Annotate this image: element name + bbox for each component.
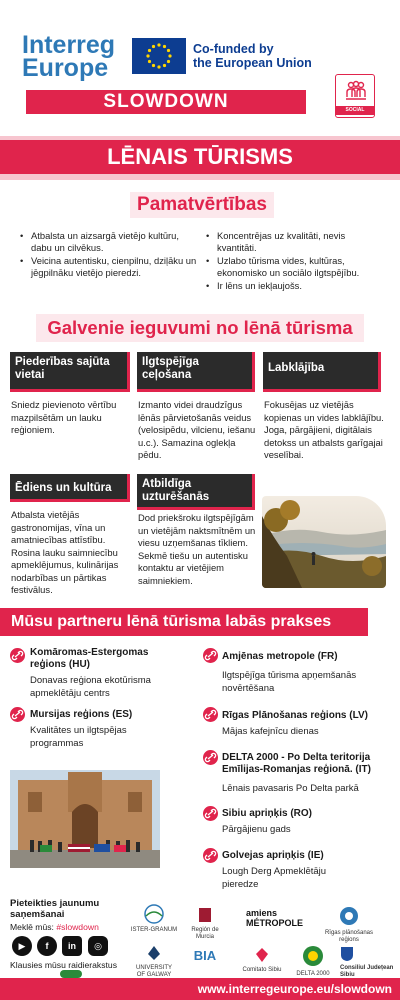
podcast-text[interactable]: Klausies mūsu raidierakstus xyxy=(10,960,117,970)
practice-region-lv: Rīgas Plānošanas reģions (LV) xyxy=(222,710,368,721)
church-group-photo xyxy=(10,770,160,868)
practice-region-es: Mursijas reģions (ES) xyxy=(30,709,133,720)
instagram-icon[interactable]: ◎ xyxy=(88,936,108,956)
search-label: Meklē mūs: xyxy=(10,922,54,932)
logo-riga-planning xyxy=(318,905,380,944)
practice-text-ie: Lough Derg Apmeklētāju pieredze xyxy=(222,866,327,890)
logo-comitato-sibiu xyxy=(236,946,288,974)
linkedin-icon[interactable]: in xyxy=(62,936,82,956)
hashtag[interactable]: #slowdown xyxy=(56,922,99,932)
benefit-text-belonging: Sniedz pievienoto vērtību mazpilsētām un lauku reģioniem. xyxy=(11,399,117,435)
list-item: • Koncentrējas uz kvalitāti, nevis kvantitāti. xyxy=(206,230,386,254)
cofunded-line1: Co-funded by xyxy=(193,42,274,56)
logo-galway-label: UNIVERSITY OF GALWAY xyxy=(135,965,172,978)
practice-text-ro: Pārgājienu gads xyxy=(222,824,291,835)
practice-text-it: Lēnais pavasaris Po Delta parkā xyxy=(222,783,359,794)
logo-riga-planning-label: Rīgas plānošanas reģions xyxy=(324,930,374,943)
benefit-title-belonging: Piederības sajūta vietai xyxy=(10,352,130,392)
list-item: • Veicina autentisku, cienpilnu, dziļāku un jēgpilnāku vietējo pieredzi. xyxy=(20,255,200,279)
benefit-text-food-culture: Atbalsta vietējās gastronomijas, vīna un amatniecības attīstību. Rosina lauku saimniecību apmeklējumus, kulinārijas nodarbības un pārtikas festivālus. xyxy=(11,509,119,595)
logo-ister-granum xyxy=(130,902,178,934)
website-url[interactable]: www.interregeurope.eu/slowdown xyxy=(0,978,400,1000)
logo-delta-2000-label: DELTA 2000 xyxy=(296,971,330,977)
social-label: SOCIAL xyxy=(336,106,374,115)
practices-heading: Mūsu partneru lēnā tūrisma labās prakses xyxy=(0,608,368,636)
logo-sibiu-county-label: Consiliul Județean Sibiu xyxy=(340,965,394,978)
podcast-play-icon[interactable] xyxy=(60,970,82,978)
benefit-title-sustainable-travel: Ilgtspējīga ceļošana xyxy=(137,352,255,392)
project-banner: SLOWDOWN xyxy=(26,90,306,114)
values-list-right xyxy=(206,230,386,293)
practice-region-it xyxy=(222,752,397,776)
search-us xyxy=(10,922,120,933)
practice-text-es: Kvalitātes un ilgtspējas programmas xyxy=(30,725,127,749)
people-icon xyxy=(344,79,368,103)
logo-ister-granum-label: ISTER-GRANUM xyxy=(130,927,178,933)
practice-region-it-line2 xyxy=(222,764,397,776)
link-icon xyxy=(203,848,218,863)
subscribe-line2: saņemšanai xyxy=(10,909,65,920)
logo-delta-2000 xyxy=(294,944,332,978)
landscape-photo xyxy=(262,496,386,588)
link-icon xyxy=(10,648,25,663)
logo-murcia-label: Región de Murcia xyxy=(191,927,219,940)
practice-region-it-suffix: (IT) xyxy=(355,764,371,775)
social-badge xyxy=(335,74,375,118)
practice-text-fr: Ilgtspējīga tūrisma apņemšanās novērtēšana xyxy=(222,670,357,694)
list-item: • Uzlabo tūrisma vides, kultūras, ekonomisko un sociālo ilgtspējību. xyxy=(206,255,386,279)
page-title: LĒNAIS TŪRISMS xyxy=(0,140,400,174)
practice-text-hu: Donavas reģiona ekotūrisma apmeklētāju centrs xyxy=(30,675,151,699)
interreg-logo-line2: Europe xyxy=(22,54,109,82)
practice-region-it-line1: DELTA 2000 - Po Delta teritorija xyxy=(222,752,371,763)
interreg-logo xyxy=(22,31,116,82)
logo-bia: BIA xyxy=(193,948,217,963)
subscribe-line1: Pieteikties jaunumu xyxy=(10,898,100,909)
benefit-text-responsible-stay: Dod priekšroku ilgtspējīgām un vietējām naktsmītnēm un viesu uzņemšanas tīkliem. Sekmē tiešu un autentisku kontaktu ar vietējiem saimniekiem. xyxy=(138,512,256,586)
facebook-icon[interactable]: f xyxy=(37,936,57,956)
logo-amiens: amiens MÉTROPOLE xyxy=(246,908,304,928)
link-icon xyxy=(203,750,218,765)
eu-flag-icon xyxy=(132,38,186,74)
link-icon xyxy=(203,648,218,663)
values-list-left xyxy=(20,230,200,280)
values-heading: Pamatvērtības xyxy=(130,192,274,218)
title-band-accent-bottom xyxy=(0,174,400,180)
link-icon xyxy=(203,806,218,821)
benefits-heading: Galvenie ieguvumi no lēnā tūrisma xyxy=(36,314,364,342)
link-icon xyxy=(10,707,25,722)
practice-region-ie: Golvejas apriņķis (IE) xyxy=(222,850,324,861)
interreg-logo-line1: Interreg xyxy=(22,31,116,59)
logo-sibiu-county xyxy=(340,946,396,979)
logo-comitato-sibiu-label: Comitato Sibiu xyxy=(242,967,282,973)
link-icon xyxy=(203,707,218,722)
benefit-title-responsible-stay: Atbildīga uzturēšanās xyxy=(137,474,255,510)
subscribe-text[interactable] xyxy=(10,898,120,920)
list-item: • Atbalsta un aizsargā vietējo kultūru, dabu un cilvēkus. xyxy=(20,230,200,254)
practice-text-lv: Mājas kafejnīcu dienas xyxy=(222,726,319,737)
benefit-title-food-culture: Ēdiens un kultūra xyxy=(10,474,130,502)
cofunded-line2: the European Union xyxy=(193,56,312,70)
benefit-text-wellbeing: Fokusējas uz vietējās kopienas un vides labklājību. Joga, pārgājieni, digitālais detokss un atbalsts garīgajai veselībai. xyxy=(264,399,384,460)
logo-murcia xyxy=(182,906,228,941)
practice-region-fr: Amjēnas metropole (FR) xyxy=(222,651,338,662)
list-item: • Ir lēns un iekļaujošs. xyxy=(206,280,386,292)
benefit-title-wellbeing: Labklājība xyxy=(263,352,381,392)
practice-region-hu: Komāromas-Estergomas reģions (HU) xyxy=(30,647,149,670)
benefit-text-sustainable-travel: Izmanto videi draudzīgus lēnās pārvietošanās veidus (velosipēdu, vilcienu, iešanu u.c.). Samazina oglekļa pēdu. xyxy=(138,399,256,460)
practice-region-it-name: Emīlijas-Romanjas reģionā. xyxy=(222,764,353,775)
logo-galway xyxy=(134,944,174,979)
practice-region-ro: Sibiu apriņķis (RO) xyxy=(222,808,313,819)
cofunded-text xyxy=(193,42,312,70)
youtube-icon[interactable]: ▶ xyxy=(12,936,32,956)
header xyxy=(0,0,400,132)
